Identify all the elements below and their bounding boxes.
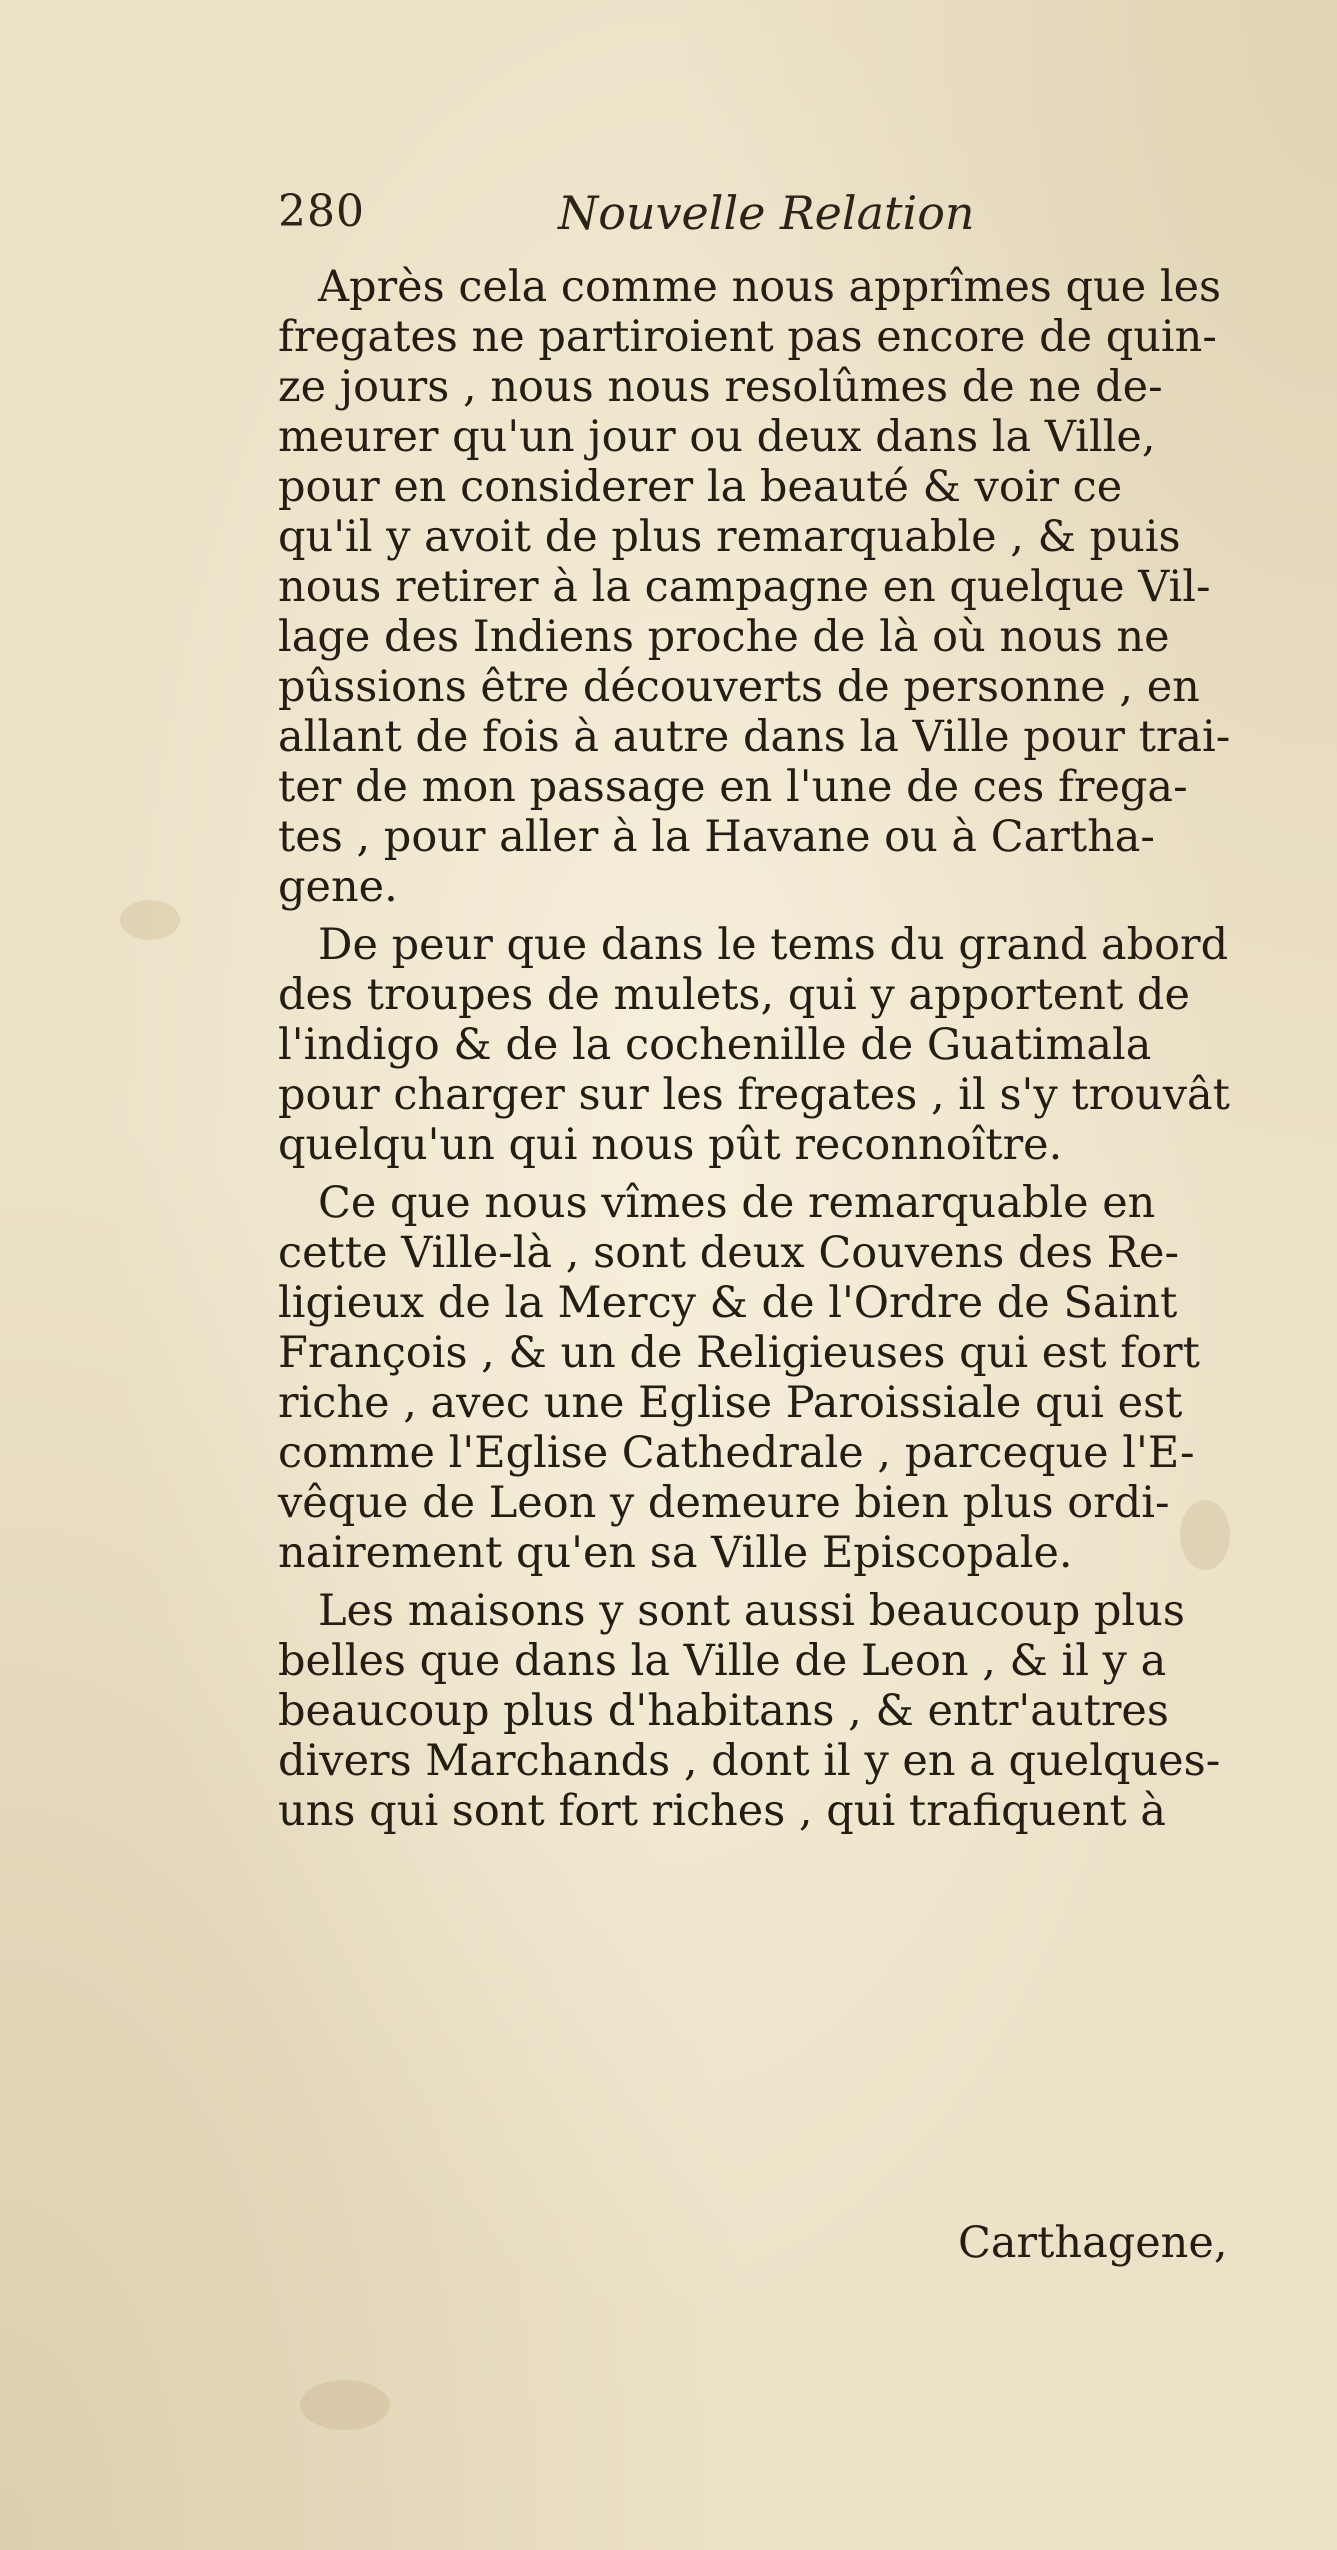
text-line: comme l'Eglise Cathedrale , parceque l'E-	[278, 1428, 1195, 1478]
text-line: cette Ville-là , sont deux Couvens des Re-	[278, 1228, 1180, 1278]
text-line: François , & un de Religieuses qui est fort	[278, 1328, 1200, 1378]
text-line: tes , pour aller à la Havane ou à Cartha-	[278, 812, 1155, 862]
text-line: qu'il y avoit de plus remarquable , & puis	[278, 512, 1181, 562]
text-line: riche , avec une Eglise Paroissiale qui est	[278, 1378, 1183, 1428]
text-line: lage des Indiens proche de là où nous ne	[278, 612, 1170, 662]
page-number: 280	[278, 186, 365, 237]
text-line: beaucoup plus d'habitans , & entr'autres	[278, 1686, 1169, 1736]
text-line: Après cela comme nous apprîmes que les	[318, 262, 1222, 312]
text-line: vêque de Leon y demeure bien plus ordi-	[278, 1478, 1170, 1528]
text-line: Ce que nous vîmes de remarquable en	[318, 1178, 1156, 1228]
paragraph	[278, 920, 1278, 1170]
text-line: nairement qu'en sa Ville Episcopale.	[278, 1528, 1073, 1578]
text-line: pour charger sur les fregates , il s'y trouvât	[278, 1070, 1230, 1120]
catchword: Carthagene,	[958, 2218, 1228, 2268]
text-line: uns qui sont fort riches , qui trafiquent à	[278, 1786, 1167, 1836]
text-line: pûssions être découverts de personne , en	[278, 662, 1200, 712]
paragraph	[278, 1586, 1278, 1836]
text-line: gene.	[278, 862, 398, 912]
text-line: belles que dans la Ville de Leon , & il y a	[278, 1636, 1167, 1686]
text-line: fregates ne partiroient pas encore de quin-	[278, 312, 1217, 362]
paragraph	[278, 262, 1278, 912]
running-head: Nouvelle Relation	[558, 186, 975, 240]
text-line: Les maisons y sont aussi beaucoup plus	[318, 1586, 1185, 1636]
text-line: divers Marchands , dont il y en a quelques-	[278, 1736, 1221, 1786]
foxing-spot	[300, 2380, 390, 2430]
foxing-spot	[120, 900, 180, 940]
paragraph	[278, 1178, 1278, 1578]
text-line: ter de mon passage en l'une de ces frega-	[278, 762, 1188, 812]
page-header	[278, 186, 1058, 246]
text-line: quelqu'un qui nous pût reconnoître.	[278, 1120, 1063, 1170]
text-line: nous retirer à la campagne en quelque Vil-	[278, 562, 1211, 612]
text-line: des troupes de mulets, qui y apportent de	[278, 970, 1190, 1020]
text-line: De peur que dans le tems du grand abord	[318, 920, 1229, 970]
text-line: ligieux de la Mercy & de l'Ordre de Saint	[278, 1278, 1178, 1328]
text-line: ze jours , nous nous resolûmes de ne de-	[278, 362, 1163, 412]
text-line: pour en considerer la beauté & voir ce	[278, 462, 1123, 512]
body-text	[278, 262, 1278, 1844]
text-line: l'indigo & de la cochenille de Guatimala	[278, 1020, 1152, 1070]
text-line: meurer qu'un jour ou deux dans la Ville,	[278, 412, 1156, 462]
text-line: allant de fois à autre dans la Ville pour trai-	[278, 712, 1231, 762]
